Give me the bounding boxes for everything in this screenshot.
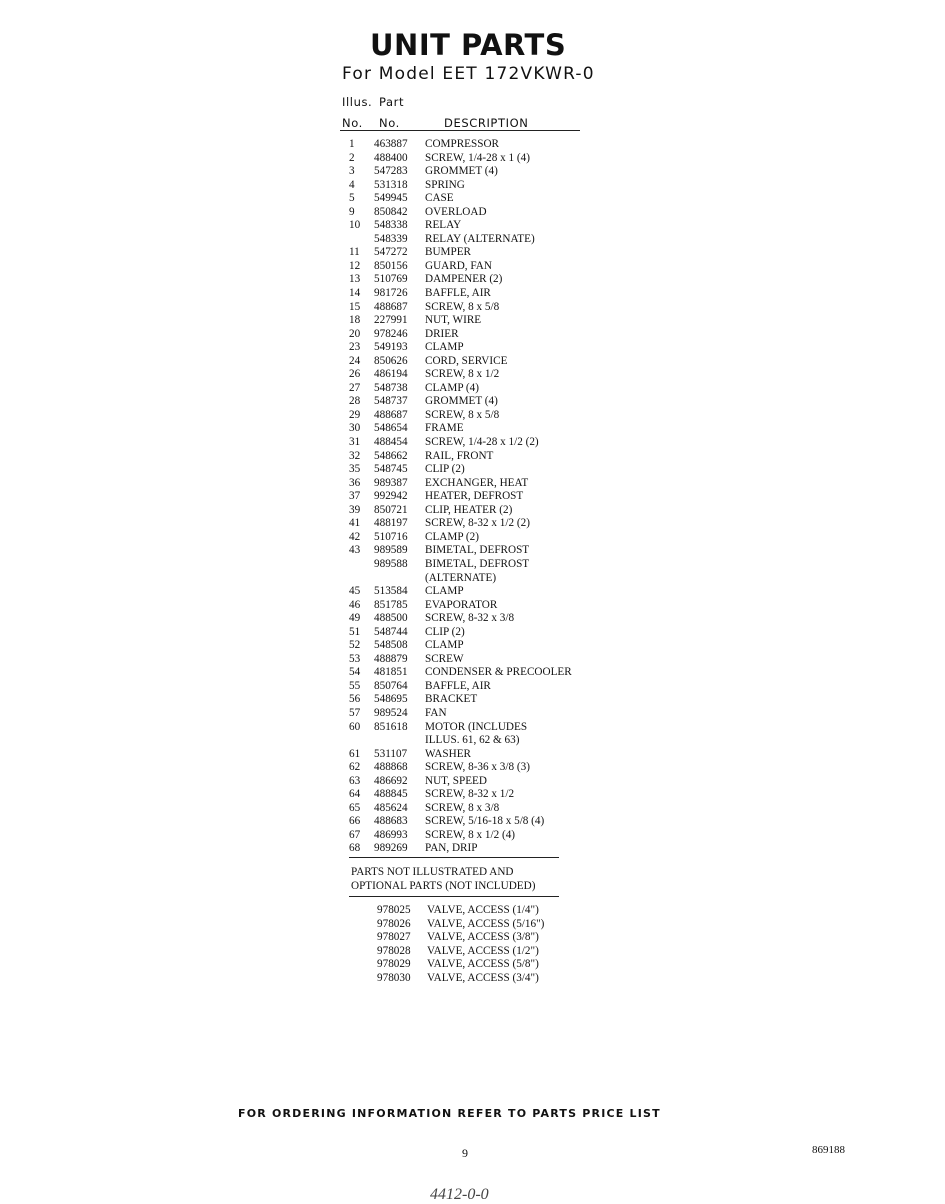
part-description: PAN, DRIP [425, 842, 478, 855]
part-description: CLIP (2) [425, 463, 465, 476]
part-description: GROMMET (4) [425, 165, 498, 178]
part-no: 548745 [374, 463, 408, 476]
illus-no: 27 [349, 381, 361, 394]
part-no: 488454 [374, 436, 408, 449]
document-number: 869188 [812, 1144, 845, 1156]
part-no: 989588 [374, 557, 408, 570]
ordering-info: FOR ORDERING INFORMATION REFER TO PARTS PRICE LIST [238, 1107, 661, 1120]
part-no: 510716 [374, 530, 408, 543]
part-no: 463887 [374, 138, 408, 150]
illus-no: 57 [349, 706, 361, 719]
parts-row [0, 707, 945, 721]
part-header-top: Part [379, 95, 405, 109]
part-description: SCREW, 5/16-18 x 5/8 (4) [425, 815, 545, 828]
part-description: EVAPORATOR [425, 598, 498, 611]
parts-row [0, 653, 945, 667]
header-rule [340, 130, 580, 131]
parts-row [0, 558, 945, 572]
illus-no: 39 [349, 503, 361, 516]
part-description: BIMETAL, DEFROST [425, 544, 530, 557]
part-no: 850764 [374, 679, 408, 692]
part-description: CASE [425, 192, 454, 205]
part-description: BAFFLE, AIR [425, 679, 491, 692]
part-description: BRACKET [425, 693, 478, 706]
part-description: CORD, SERVICE [425, 354, 508, 367]
parts-row [0, 531, 945, 545]
optional-parts-row [0, 904, 945, 918]
parts-row [0, 179, 945, 193]
part-no: 488197 [374, 517, 408, 530]
optional-note-line2: OPTIONAL PARTS (NOT INCLUDED) [351, 880, 536, 892]
illus-no: 63 [349, 774, 361, 787]
illus-no: 43 [349, 544, 361, 557]
part-description: FAN [425, 706, 447, 719]
optional-parts-row [0, 958, 945, 972]
part-description: RAIL, FRONT [425, 449, 494, 462]
parts-row [0, 368, 945, 382]
parts-row [0, 585, 945, 599]
illus-no: 53 [349, 652, 361, 665]
parts-row [0, 680, 945, 694]
parts-row [0, 395, 945, 409]
part-description: BUMPER [425, 246, 472, 259]
part-description: CLAMP (4) [425, 381, 479, 394]
illus-no: 1 [349, 138, 355, 150]
parts-row [0, 273, 945, 287]
part-no: 486194 [374, 368, 408, 381]
illus-no: 31 [349, 436, 361, 449]
illus-no: 24 [349, 354, 361, 367]
illus-no: 45 [349, 585, 361, 598]
page-number: 9 [462, 1146, 468, 1160]
part-description: MOTOR (INCLUDES [425, 720, 528, 733]
part-description: CLIP, HEATER (2) [425, 503, 513, 516]
part-no: 486692 [374, 774, 408, 787]
parts-row [0, 544, 945, 558]
part-no: 989269 [374, 842, 408, 855]
part-description: FRAME [425, 422, 464, 435]
part-no: 548508 [374, 639, 408, 652]
illus-no: 56 [349, 693, 361, 706]
part-description: ILLUS. 61, 62 & 63) [425, 734, 520, 747]
illus-no: 35 [349, 463, 361, 476]
part-description: SCREW, 8-32 x 1/2 [425, 788, 515, 801]
part-description: VALVE, ACCESS (5/16") [427, 917, 545, 930]
part-no: 548744 [374, 625, 408, 638]
part-no: 488683 [374, 815, 408, 828]
parts-row [0, 450, 945, 464]
part-description: BIMETAL, DEFROST [425, 557, 530, 570]
part-no: 989524 [374, 706, 408, 719]
parts-row [0, 626, 945, 640]
illus-no: 64 [349, 788, 361, 801]
illus-no: 2 [349, 151, 355, 164]
part-no: 488687 [374, 300, 408, 313]
part-description: OVERLOAD [425, 205, 487, 218]
illus-no: 42 [349, 530, 361, 543]
illus-no: 36 [349, 476, 361, 489]
parts-row [0, 219, 945, 233]
part-description: NUT, SPEED [425, 774, 487, 787]
illus-no: 66 [349, 815, 361, 828]
illus-no: 28 [349, 395, 361, 408]
parts-row [0, 341, 945, 355]
part-description: SCREW, 8-32 x 3/8 [425, 612, 515, 625]
part-description: SCREW, 8-32 x 1/2 (2) [425, 517, 530, 530]
part-description: SCREW [425, 652, 464, 665]
parts-row [0, 477, 945, 491]
illus-no: 15 [349, 300, 361, 313]
parts-row [0, 463, 945, 477]
part-description: SCREW, 8 x 5/8 [425, 408, 500, 421]
optional-parts-list [0, 904, 945, 986]
part-no: 488400 [374, 151, 408, 164]
part-no: 481851 [374, 666, 408, 679]
part-no: 850842 [374, 205, 408, 218]
parts-row [0, 666, 945, 680]
illus-no: 49 [349, 612, 361, 625]
illus-no: 51 [349, 625, 361, 638]
parts-row [0, 328, 945, 342]
illus-no: 20 [349, 327, 361, 340]
parts-row [0, 152, 945, 166]
parts-row [0, 382, 945, 396]
part-description: RELAY [425, 219, 462, 232]
part-no: 978028 [377, 944, 411, 957]
part-description: CLAMP [425, 639, 464, 652]
parts-row [0, 138, 945, 152]
illus-no: 5 [349, 192, 355, 205]
optional-parts-row [0, 931, 945, 945]
parts-row [0, 233, 945, 247]
illus-no: 37 [349, 490, 361, 503]
illus-no-header: No. [342, 116, 363, 130]
part-no: 978030 [377, 971, 411, 984]
part-description: GROMMET (4) [425, 395, 498, 408]
illus-no: 65 [349, 801, 361, 814]
part-no: 989589 [374, 544, 408, 557]
parts-row [0, 734, 945, 748]
part-no: 488845 [374, 788, 408, 801]
part-description: SCREW, 8 x 1/2 [425, 368, 500, 381]
part-no: 851785 [374, 598, 408, 611]
part-description: RELAY (ALTERNATE) [425, 232, 535, 245]
parts-end-rule [349, 857, 559, 858]
part-no: 548737 [374, 395, 408, 408]
parts-row [0, 192, 945, 206]
part-description: (ALTERNATE) [425, 571, 497, 584]
illus-header-top: Illus. [342, 95, 373, 109]
part-description: GUARD, FAN [425, 259, 492, 272]
part-description: SPRING [425, 178, 465, 191]
page-title: UNIT PARTS [370, 28, 567, 62]
illus-no: 13 [349, 273, 361, 286]
parts-row [0, 436, 945, 450]
part-no: 488868 [374, 761, 408, 774]
illus-no: 41 [349, 517, 361, 530]
part-no: 549945 [374, 192, 408, 205]
illus-no: 30 [349, 422, 361, 435]
part-description: SCREW, 8 x 3/8 [425, 801, 500, 814]
part-no: 850156 [374, 259, 408, 272]
parts-row [0, 572, 945, 586]
part-description: VALVE, ACCESS (5/8") [427, 958, 539, 971]
optional-parts-row [0, 945, 945, 959]
part-no: 981726 [374, 287, 408, 300]
part-description: VALVE, ACCESS (1/2") [427, 944, 539, 957]
part-description: EXCHANGER, HEAT [425, 476, 529, 489]
illus-no: 68 [349, 842, 361, 855]
part-description: VALVE, ACCESS (3/8") [427, 931, 539, 944]
illus-no: 9 [349, 205, 355, 218]
part-no: 548338 [374, 219, 408, 232]
parts-row [0, 490, 945, 504]
part-description: VALVE, ACCESS (3/4") [427, 971, 539, 984]
illus-no: 10 [349, 219, 361, 232]
part-description: DAMPENER (2) [425, 273, 503, 286]
illus-no: 62 [349, 761, 361, 774]
model-subtitle: For Model EET 172VKWR-0 [342, 64, 595, 84]
part-description: SCREW, 8 x 5/8 [425, 300, 500, 313]
part-no: 547283 [374, 165, 408, 178]
optional-note-line1: PARTS NOT ILLUSTRATED AND [351, 866, 514, 878]
part-no: 851618 [374, 720, 408, 733]
illus-no: 55 [349, 679, 361, 692]
part-description: SCREW, 1/4-28 x 1 (4) [425, 151, 530, 164]
part-description: SCREW, 8 x 1/2 (4) [425, 828, 516, 841]
parts-row [0, 409, 945, 423]
part-no: 850721 [374, 503, 408, 516]
part-no: 548738 [374, 381, 408, 394]
illus-no: 46 [349, 598, 361, 611]
part-no: 978029 [377, 958, 411, 971]
parts-row [0, 815, 945, 829]
part-no: 978027 [377, 931, 411, 944]
part-no: 485624 [374, 801, 408, 814]
illus-no: 26 [349, 368, 361, 381]
parts-row [0, 829, 945, 843]
illus-no: 23 [349, 341, 361, 354]
illus-no: 67 [349, 828, 361, 841]
parts-row [0, 802, 945, 816]
parts-row [0, 314, 945, 328]
part-no: 989387 [374, 476, 408, 489]
part-description: CLIP (2) [425, 625, 465, 638]
illus-no: 12 [349, 259, 361, 272]
part-no: 227991 [374, 314, 408, 327]
part-no: 978026 [377, 917, 411, 930]
part-description: BAFFLE, AIR [425, 287, 491, 300]
illus-no: 32 [349, 449, 361, 462]
part-description: DRIER [425, 327, 459, 340]
part-description: HEATER, DEFROST [425, 490, 524, 503]
illus-no: 3 [349, 165, 355, 178]
parts-row [0, 301, 945, 315]
part-no: 488500 [374, 612, 408, 625]
parts-row [0, 761, 945, 775]
optional-parts-row [0, 972, 945, 986]
illus-no: 60 [349, 720, 361, 733]
parts-row [0, 246, 945, 260]
parts-row [0, 355, 945, 369]
part-description: WASHER [425, 747, 471, 760]
part-no: 510769 [374, 273, 408, 286]
illus-no: 54 [349, 666, 361, 679]
part-no: 978246 [374, 327, 408, 340]
illus-no: 52 [349, 639, 361, 652]
illus-no: 11 [349, 246, 360, 259]
part-description: CLAMP [425, 341, 464, 354]
illus-no: 4 [349, 178, 355, 191]
illus-no: 29 [349, 408, 361, 421]
parts-row [0, 599, 945, 613]
parts-row [0, 206, 945, 220]
handwritten-mark: 4412-0-0 [430, 1186, 489, 1203]
part-no: 531107 [374, 747, 408, 760]
part-no: 488687 [374, 408, 408, 421]
part-description: COMPRESSOR [425, 138, 499, 150]
optional-parts-row [0, 918, 945, 932]
part-description: CLAMP (2) [425, 530, 479, 543]
parts-row [0, 775, 945, 789]
part-no: 486993 [374, 828, 408, 841]
parts-row [0, 748, 945, 762]
parts-row [0, 287, 945, 301]
parts-row [0, 165, 945, 179]
parts-row [0, 693, 945, 707]
illus-no: 18 [349, 314, 361, 327]
illus-no: 61 [349, 747, 361, 760]
part-no: 548654 [374, 422, 408, 435]
parts-row [0, 721, 945, 735]
parts-row [0, 788, 945, 802]
part-description: SCREW, 8-36 x 3/8 (3) [425, 761, 530, 774]
parts-row [0, 639, 945, 653]
part-description: VALVE, ACCESS (1/4") [427, 904, 539, 916]
parts-list [0, 138, 945, 856]
parts-row [0, 612, 945, 626]
part-no: 513584 [374, 585, 408, 598]
part-no: 850626 [374, 354, 408, 367]
part-description: CLAMP [425, 585, 464, 598]
part-description: NUT, WIRE [425, 314, 482, 327]
parts-row [0, 422, 945, 436]
parts-row [0, 504, 945, 518]
part-no: 488879 [374, 652, 408, 665]
part-description: SCREW, 1/4-28 x 1/2 (2) [425, 436, 539, 449]
description-header: DESCRIPTION [444, 116, 529, 130]
part-description: CONDENSER & PRECOOLER [425, 666, 572, 679]
part-no: 531318 [374, 178, 408, 191]
part-no: 978025 [377, 904, 411, 916]
part-no: 548662 [374, 449, 408, 462]
part-no: 548339 [374, 232, 408, 245]
part-no: 548695 [374, 693, 408, 706]
part-no: 549193 [374, 341, 408, 354]
parts-row [0, 260, 945, 274]
parts-row [0, 517, 945, 531]
part-no: 992942 [374, 490, 408, 503]
part-no-header: No. [379, 116, 400, 130]
illus-no: 14 [349, 287, 361, 300]
optional-note-rule [349, 896, 559, 897]
part-no: 547272 [374, 246, 408, 259]
parts-row [0, 842, 945, 856]
